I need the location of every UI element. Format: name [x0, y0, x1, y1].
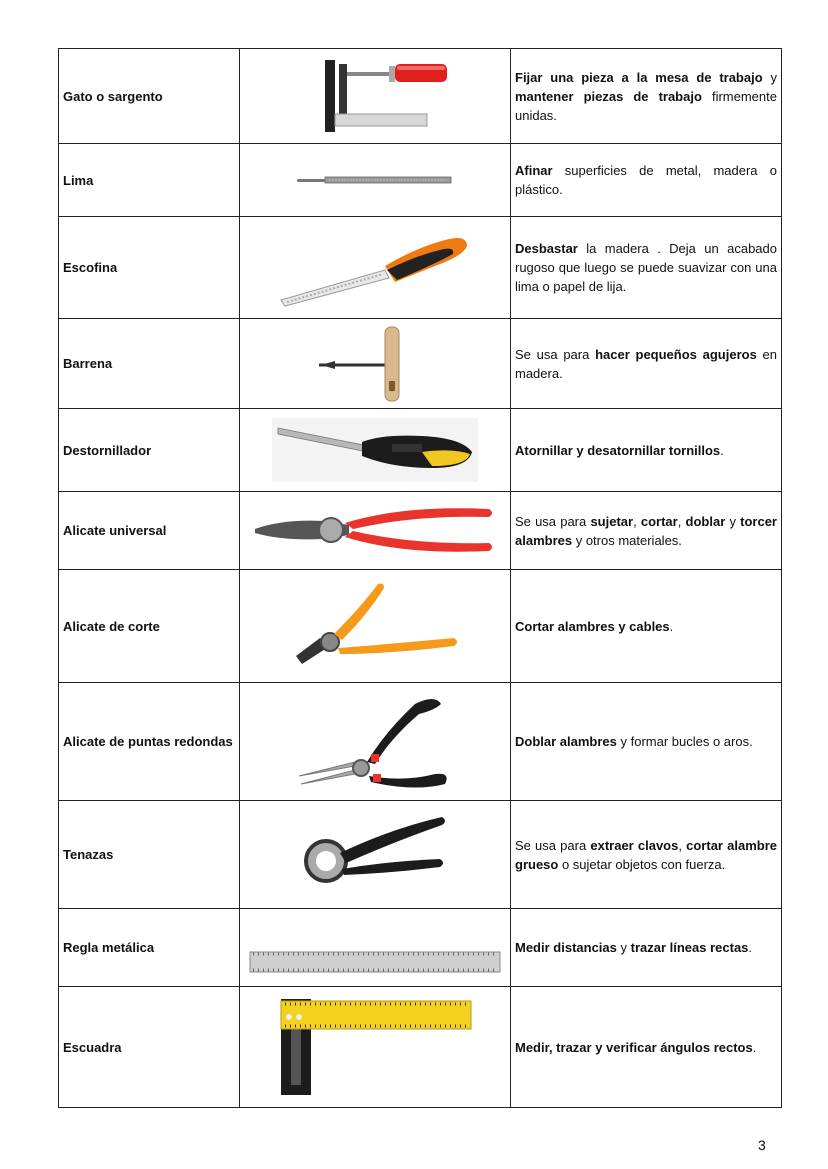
combination-pliers-icon [253, 499, 497, 563]
tool-name: Regla metálica [59, 909, 240, 987]
table-row [59, 570, 782, 683]
clamp-icon [295, 56, 455, 136]
try-square-icon [275, 995, 475, 1099]
tool-name: Gato o sargento [59, 49, 240, 144]
tool-description: Afinar superficies de metal, madera o plástico. [511, 144, 782, 217]
tool-image-cell [240, 909, 511, 987]
table-row [59, 492, 782, 570]
tool-image-cell [240, 319, 511, 409]
table-row [59, 987, 782, 1108]
tool-image-cell [240, 49, 511, 144]
tool-image-cell [240, 570, 511, 683]
tool-name: Destornillador [59, 409, 240, 492]
table-row [59, 801, 782, 909]
screwdriver-icon [272, 418, 478, 482]
tool-name: Alicate universal [59, 492, 240, 570]
rasp-icon [275, 226, 475, 310]
file-tool-icon [295, 170, 455, 190]
tool-name: Alicate de corte [59, 570, 240, 683]
tool-name: Lima [59, 144, 240, 217]
table-row [59, 683, 782, 801]
round-nose-pliers-icon [295, 692, 455, 792]
tool-name: Escofina [59, 217, 240, 319]
cutting-pliers-icon [290, 578, 460, 674]
tool-name: Alicate de puntas redondas [59, 683, 240, 801]
tool-image-cell [240, 987, 511, 1108]
tool-description: Se usa para hacer pequeños agujeros en madera. [511, 319, 782, 409]
table-row [59, 909, 782, 987]
tool-description: Fijar una pieza a la mesa de trabajo y mantener piezas de trabajo firmemente unidas. [511, 49, 782, 144]
tool-image-cell [240, 217, 511, 319]
tool-image-cell [240, 801, 511, 909]
table-row [59, 409, 782, 492]
tools-table [58, 48, 782, 1108]
tool-image-cell [240, 683, 511, 801]
tool-description: Doblar alambres y formar bucles o aros. [511, 683, 782, 801]
tool-description: Se usa para extraer clavos, cortar alambre grueso o sujetar objetos con fuerza. [511, 801, 782, 909]
table-row [59, 217, 782, 319]
pincers-icon [300, 811, 450, 899]
tool-name: Escuadra [59, 987, 240, 1108]
gimlet-icon [315, 325, 435, 403]
tool-description: Se usa para sujetar, cortar, doblar y torcer alambres y otros materiales. [511, 492, 782, 570]
tool-image-cell [240, 492, 511, 570]
tool-description: Cortar alambres y cables. [511, 570, 782, 683]
tool-description: Atornillar y desatornillar tornillos. [511, 409, 782, 492]
tool-name: Tenazas [59, 801, 240, 909]
tool-name: Barrena [59, 319, 240, 409]
metal-ruler-icon [249, 950, 501, 976]
tool-image-cell [240, 409, 511, 492]
tool-image-cell [240, 144, 511, 217]
tool-description: Desbastar la madera . Deja un acabado rugoso que luego se puede suavizar con una lima o papel de lija. [511, 217, 782, 319]
page-number: 3 [758, 1137, 766, 1153]
table-row [59, 49, 782, 144]
tool-description: Medir, trazar y verificar ángulos rectos. [511, 987, 782, 1108]
table-row [59, 319, 782, 409]
tool-description: Medir distancias y trazar líneas rectas. [511, 909, 782, 987]
table-row [59, 144, 782, 217]
